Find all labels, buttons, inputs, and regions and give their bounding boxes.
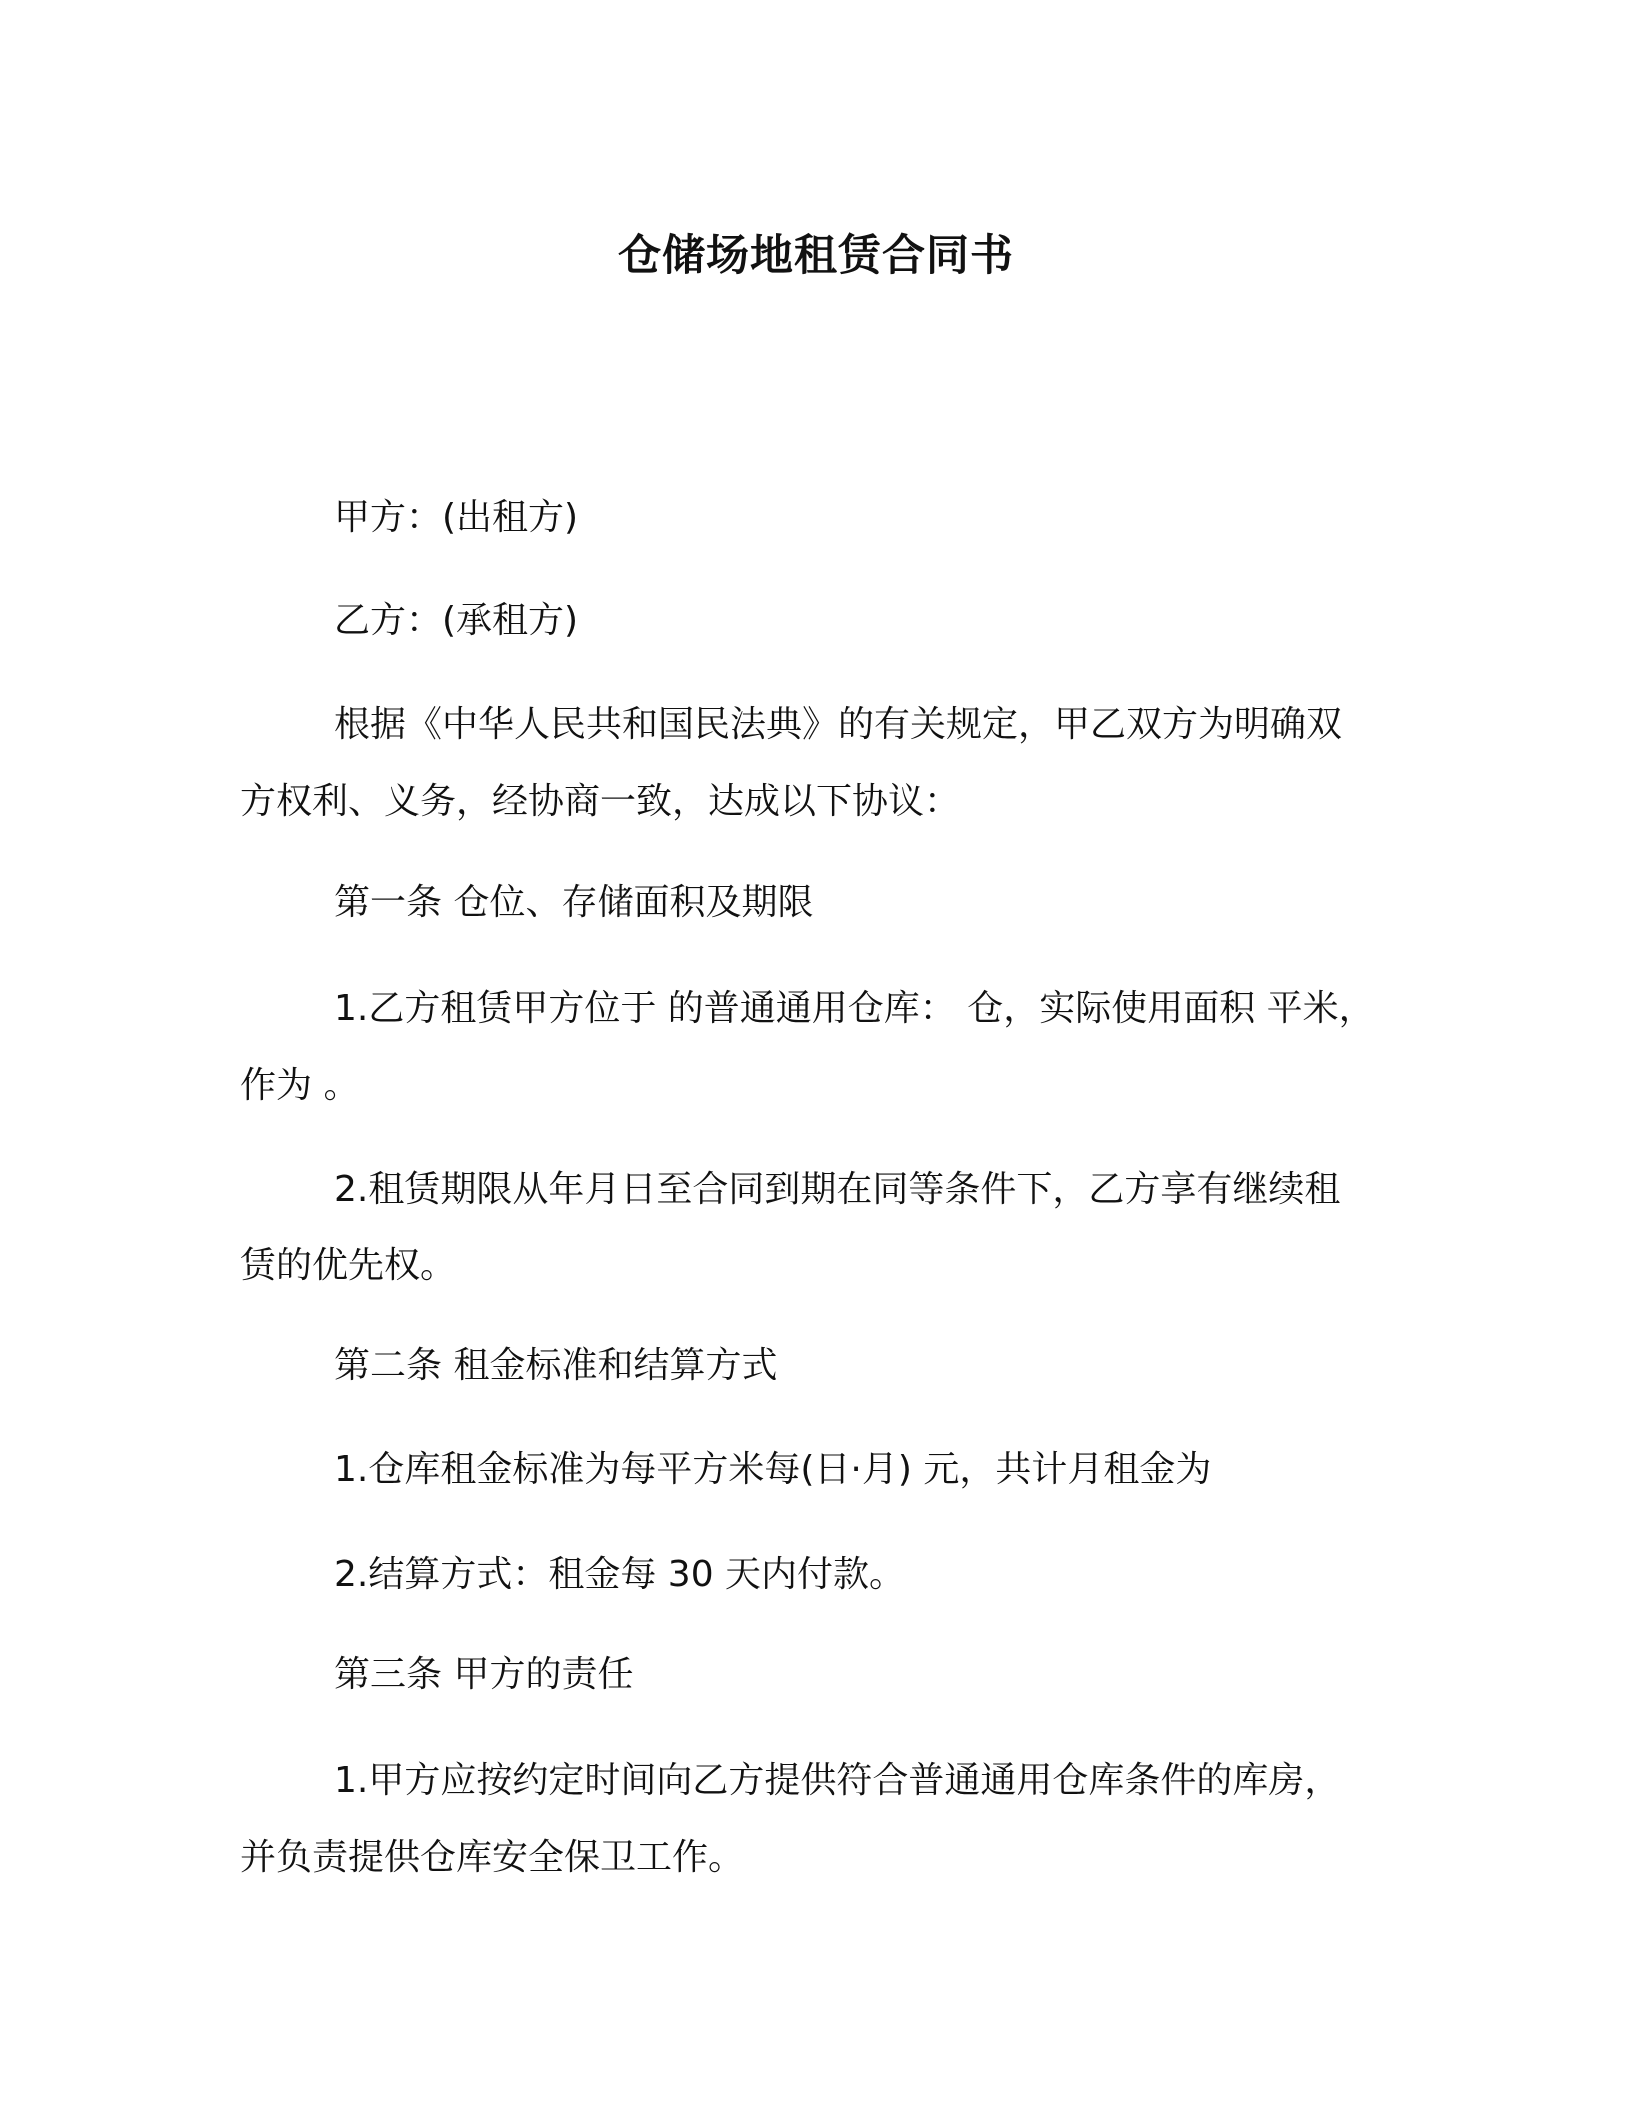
intro-paragraph-line-1: 根据《中华人民共和国民法典》的有关规定，甲乙双方为明确双 [334,704,1343,745]
party-a-line: 甲方：(出租方) [334,497,579,538]
article-2-heading: 第二条 租金标准和结算方式 [334,1345,778,1386]
article-1-item-2-line-2: 赁的优先权。 [240,1245,457,1286]
article-3-heading: 第三条 甲方的责任 [334,1654,634,1695]
article-1-heading: 第一条 仓位、存储面积及期限 [334,882,814,923]
article-1-item-1-line-1: 1.乙方租赁甲方位于 的普通通用仓库： 仓，实际使用面积 平米， [334,988,1375,1029]
article-3-item-1-line-2: 并负责提供仓库安全保卫工作。 [240,1837,745,1878]
intro-paragraph-line-2: 方权利、义务，经协商一致，达成以下协议： [240,781,961,822]
article-1-item-2-line-1: 2.租赁期限从年月日至合同到期在同等条件下，乙方享有继续租 [334,1169,1341,1210]
article-3-item-1-line-1: 1.甲方应按约定时间向乙方提供符合普通通用仓库条件的库房， [334,1760,1341,1801]
party-b-line: 乙方：(承租方) [334,600,579,641]
article-2-item-2: 2.结算方式：租金每 30 天内付款。 [334,1554,906,1595]
article-2-item-1: 1.仓库租金标准为每平方米每(日·月) 元，共计月租金为 [334,1449,1212,1490]
article-1-item-1-line-2: 作为 。 [240,1065,360,1106]
document-title: 仓储场地租赁合同书 [618,231,1014,281]
